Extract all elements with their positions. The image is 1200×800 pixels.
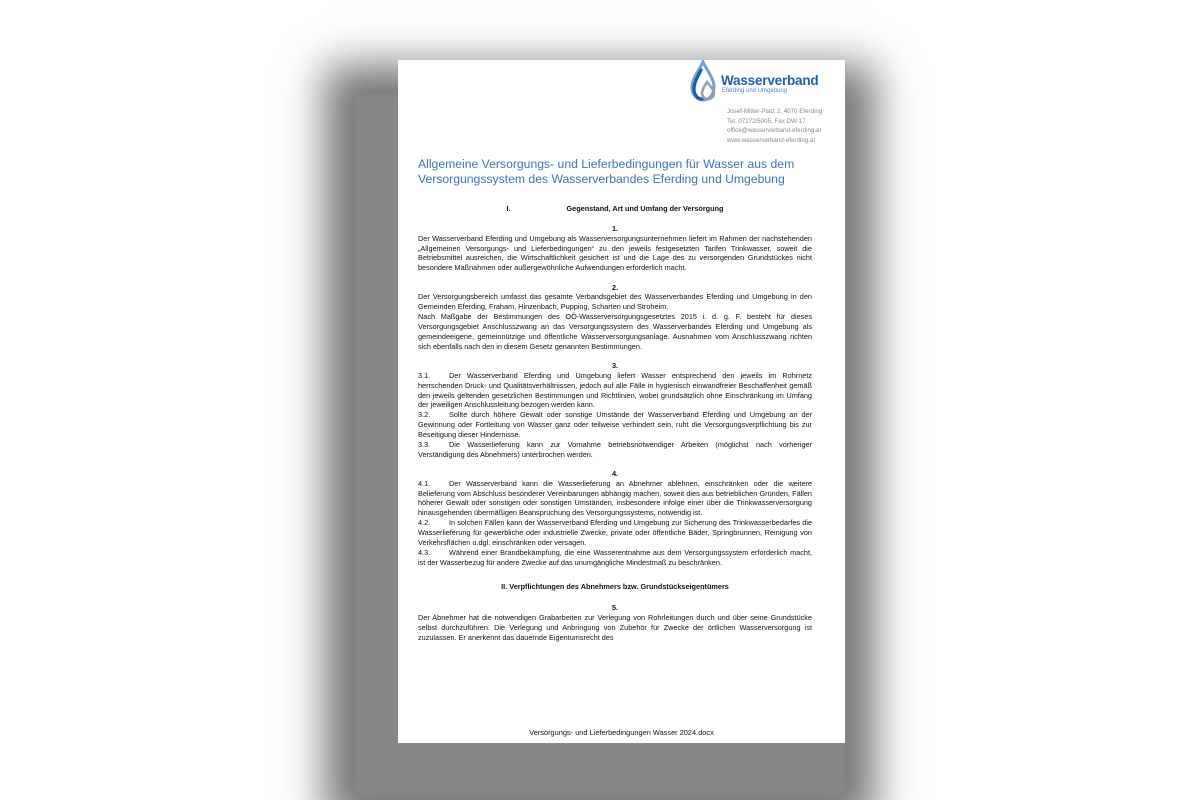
clause-text: In solchen Fällen kann der Wasserverband Eferding und Umgebung zur Sicherung des Trinkwasserbedarfes die Wasserlieferung für gewerbliche oder industrielle Zwecke, private oder öffentliche Bäder, Springbrunnen, Reinigung von Verkehrsflächen u.dgl. einschränken oder versagen. [418,518,812,547]
clause-3-2 [418,410,812,440]
paragraph-number-4: 4. [611,468,619,478]
logo-subtitle: Eferding und Umgebung [722,88,788,94]
paragraph-2b: Nach Maßgabe der Bestimmungen des OÖ-Wasserversorgungsgesetztes 2015 i. d. g. F. besteht für dieses Versorgungsgebiet Anschlusszwang an das Versorgungssystem des Wasserverbandes Eferding und Umgebung als gemeindeeigene, gemeinnützige und öffentliche Wasserversorgungsanlage. Ausnahmen vom Anschlusszwang richten sich ebenfalls nach den in diesem Gesetz genannten Bestimmungen. [418,312,812,351]
clause-label: 4.1. [418,478,431,488]
paragraph-2a: Der Versorgungsbereich umfasst das gesamte Verbandsgebiet des Wasserverbandes Eferding und Umgebung in den Gemeinden Eferding, Fraham, Hinzenbach, Pupping, Scharten und Stroheim. [418,292,812,312]
contact-website[interactable]: www.wasserverband-eferding.at [727,136,816,144]
clause-text: Die Wasserlieferung kann zur Vornahme betriebsnotwendiger Arbeiten (möglichst nach vorheriger Verständigung des Abnehmers) unterbrochen werden. [418,439,812,459]
paragraph-number-2: 2. [611,282,619,292]
title-line-1: Allgemeine Versorgungs- und Lieferbedingungen für Wasser aus dem [418,157,795,171]
clause-label: 4.3. [418,547,431,557]
paragraph-2 [418,292,812,351]
contact-email[interactable]: office@wasserverband-eferding.at [727,127,822,135]
section-heading-1 [418,204,812,214]
clause-4-3 [418,548,812,568]
contact-address: Josef-Mitter-Platz 2, 4070 Eferding [727,108,823,115]
document-title [418,157,828,187]
clause-3-3 [418,440,812,460]
clause-text: Sollte durch höhere Gewalt oder sonstige Umstände der Wasserverband Eferding und Umgebung an der Gewinnung oder Fortleitung von Wasser ganz oder teilweise verhindert sein, ruht die Versorgungsverpflichtung bis zur Beseitigung dieser Hindernisse. [418,410,812,439]
paragraph-3 [418,371,812,460]
clause-4-2 [418,518,812,548]
paragraph-number-5: 5. [611,603,619,613]
contact-block [727,107,822,145]
clause-text: Während einer Brandbekämpfung, die eine Wasserentnahme aus dem Versorgungssystem erforderlich macht, ist der Wasserbezug für andere Zwecke auf das unumgängliche Mindestmaß zu beschränken. [418,547,812,567]
paragraph-1: Der Wasserverband Eferding und Umgebung als Wasserversorgungsunternehmen liefert im Rahmen der nachstehenden „Allgemeinen Versorgungs- und Lieferbedingungen“ zu den jeweils festgesetzten Tarifen Trinkwasser, soweit die Betriebsmittel ausreichen, die Wirtschaftlichkeit gesichert ist und die Lage des zu versorgenden Grundstückes nicht besondere Maßnahmen oder außergewöhnliche Aufwendungen erforderlich macht. [418,233,812,273]
water-drop-icon [689,60,721,104]
clause-label: 4.2. [418,518,431,528]
logo-name: Wasserverband [721,73,819,88]
paragraph-5: Der Abnehmer hat die notwendigen Grabarbeiten zur Verlegung von Rohrleitungen durch und über seine Grundstücke selbst durchzuführen. Die Verlegung und Anbringung von Zubehör für Zwecke der örtlichen Wasserversorgung ist zuzulassen. Er anerkennt das dauernde Eigentumsrecht des [418,613,812,642]
clause-label: 3.3. [418,439,431,449]
clause-text: Der Wasserverband Eferding und Umgebung liefert Wasser entsprechend den jeweils im Rohrnetz herrschenden Druck- und Qualitätsverhältnissen, jedoch auf alle Fälle in hygienisch einwandfreier Beschaffenheit gemäß den jeweils geltenden gesetzlichen Bestimmungen und Richtlinien, wobei grundsätzlich ohne Einschränkung im Umfang der jeweiligen Anschlussleitung bezogen werden kann. [418,370,812,410]
clause-label: 3.1. [418,370,431,380]
clause-label: 3.2. [418,410,431,420]
logo [689,60,845,105]
clause-3-1 [418,371,812,410]
paragraph-4 [418,479,812,568]
section-title: Gegenstand, Art und Umfang der Versorgung [566,204,724,213]
clause-4-1 [418,479,812,518]
document-page [398,60,845,743]
document-body [418,204,812,652]
section-heading-2: II. Verpflichtungen des Abnehmers bzw. Grundstückseigentümers [501,582,729,592]
contact-phone: Tel. 07272/5005, Fax DW-17 [727,117,806,125]
clause-text: Der Wasserverband kann die Wasserlieferung an Abnehmer ablehnen, einschränken oder die weitere Belieferung vom Abschluss besonderer Vereinbarungen abhängig machen, soweit dies aus betrieblichen Gründen, Fällen höherer Gewalt oder sonstigen oder sonstigen Umständen, insbesondere infolge einer über die Trinkwasserversorgung hinausgehenden übermäßigen Beanspruchung des Versorgungssystems, notwendig ist. [418,478,812,518]
paragraph-number-1: 1. [611,223,619,233]
section-number: I. [506,204,511,213]
title-line-2: Versorgungssystem des Wasserverbandes Eferding und Umgebung [418,172,785,186]
page-footer: Versorgungs- und Lieferbedingungen Wasser 2024.docx [529,728,714,737]
paragraph-number-3: 3. [611,360,619,370]
